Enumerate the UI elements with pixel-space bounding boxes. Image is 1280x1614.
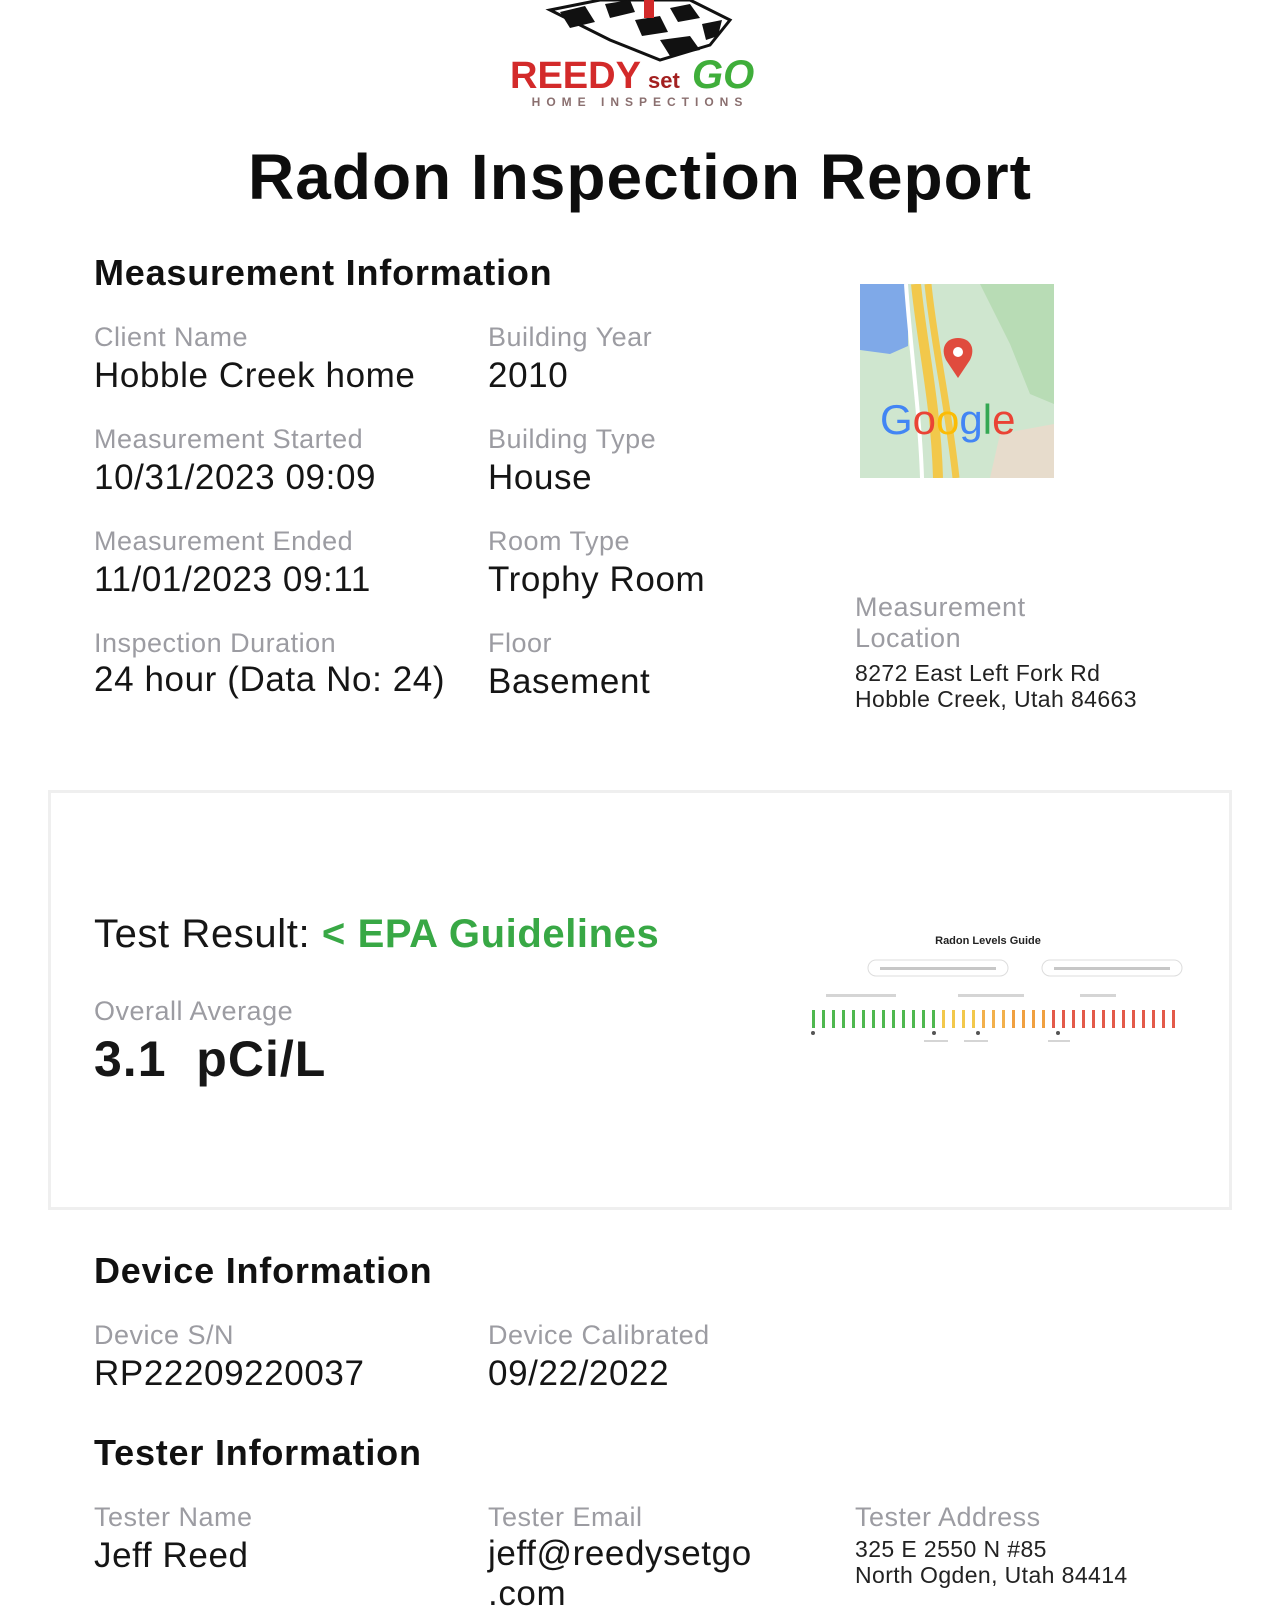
tester-email-label: Tester Email	[488, 1502, 643, 1532]
measurement-ended-label: Measurement Ended	[94, 526, 354, 556]
building-year-label: Building Year	[488, 322, 653, 352]
device-calibrated-label: Device Calibrated	[488, 1320, 710, 1350]
radon-levels-guide	[808, 930, 1188, 1070]
brand-main: REEDY	[510, 55, 641, 94]
device-calibrated-value: 09/22/2022	[488, 1354, 670, 1393]
checkered-flag-logo-icon	[540, 0, 740, 62]
room-type-label: Room Type	[488, 526, 631, 556]
measurement-location-value	[855, 660, 1195, 712]
client-name-value: Hobble Creek home	[94, 356, 416, 395]
brand-tagline: HOME INSPECTIONS	[531, 95, 749, 109]
measurement-started-label: Measurement Started	[94, 424, 364, 454]
location-line-2: Hobble Creek, Utah 84663	[855, 686, 1137, 712]
measurement-started-value: 10/31/2023 09:09	[94, 458, 377, 497]
test-result-label: Test Result:	[94, 912, 311, 956]
device-section-title: Device Information	[94, 1250, 433, 1291]
client-name-label: Client Name	[94, 322, 249, 352]
brand-end: GO	[692, 54, 755, 94]
device-sn-value: RP22209220037	[94, 1354, 365, 1393]
measurement-location-label: Measurement Location	[855, 592, 1026, 653]
measurement-section-title: Measurement Information	[94, 252, 553, 293]
tester-address-label: Tester Address	[855, 1502, 1041, 1532]
location-map-thumbnail[interactable]	[860, 284, 1054, 478]
measurement-ended-value: 11/01/2023 09:11	[94, 560, 371, 599]
test-result-value: < EPA Guidelines	[321, 912, 660, 956]
report-title: Radon Inspection Report	[248, 141, 1032, 213]
inspection-duration-label: Inspection Duration	[94, 628, 337, 658]
inspection-duration-value: 24 hour (Data No: 24)	[94, 660, 446, 699]
tester-email-line-1[interactable]: jeff@reedysetgo	[488, 1534, 752, 1573]
guide-title: Radon Levels Guide	[935, 935, 1041, 947]
building-year-value: 2010	[488, 356, 569, 395]
test-result-line	[94, 912, 659, 957]
building-type-value: House	[488, 458, 593, 497]
device-sn-label: Device S/N	[94, 1320, 235, 1350]
tester-address-line-2: North Ogden, Utah 84414	[855, 1562, 1128, 1588]
guide-scale-bars	[812, 1010, 1175, 1028]
tester-address-value	[855, 1536, 1195, 1588]
overall-average-value: 3.1 pCi/L	[94, 1031, 327, 1087]
tester-name-label: Tester Name	[94, 1502, 253, 1532]
building-type-label: Building Type	[488, 424, 657, 454]
tester-section-title: Tester Information	[94, 1432, 422, 1473]
tester-email-line-2[interactable]: .com	[488, 1574, 567, 1613]
floor-label: Floor	[488, 628, 553, 658]
tester-email-value[interactable]	[488, 1534, 752, 1614]
brand-logo	[510, 54, 780, 94]
location-line-1: 8272 East Left Fork Rd	[855, 660, 1101, 686]
google-watermark: Google	[880, 396, 1016, 443]
room-type-value: Trophy Room	[488, 560, 706, 599]
tester-address-line-1: 325 E 2550 N #85	[855, 1536, 1047, 1562]
floor-value: Basement	[488, 662, 651, 701]
map-water	[860, 284, 908, 354]
brand-mid: set	[648, 68, 680, 93]
overall-average-label: Overall Average	[94, 996, 294, 1026]
tester-name-value: Jeff Reed	[94, 1536, 249, 1575]
